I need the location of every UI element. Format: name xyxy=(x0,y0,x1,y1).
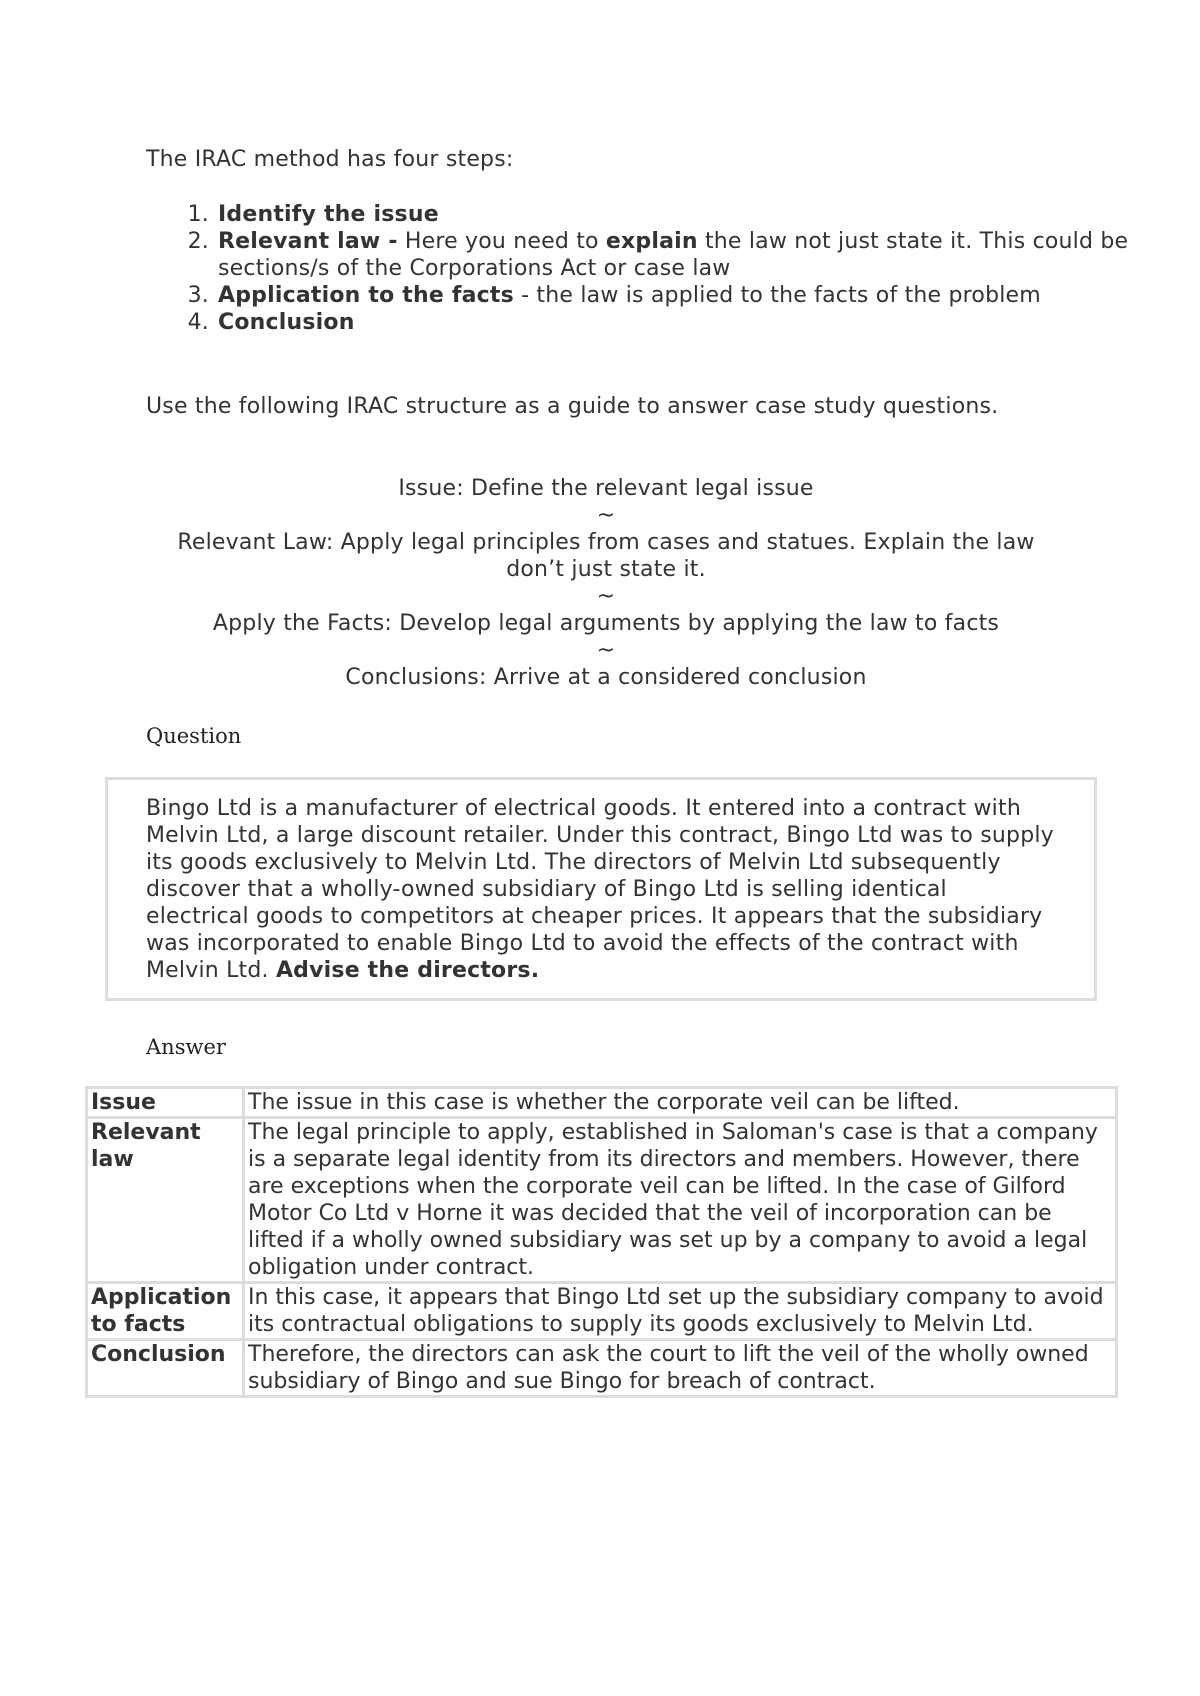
row-text: The issue in this case is whether the corporate veil can be lifted. xyxy=(244,1088,1117,1118)
question-instruction: Advise the directors. xyxy=(275,958,540,983)
table-row xyxy=(87,1088,1117,1118)
step-text: - the law is applied to the facts of the problem xyxy=(513,283,1041,308)
structure-separator: ~ xyxy=(596,638,616,663)
irac-structure xyxy=(146,475,1066,691)
step-title: Conclusion xyxy=(218,310,355,335)
table-row xyxy=(87,1118,1117,1283)
row-text: Therefore, the directors can ask the court to lift the veil of the wholly owned subsidiary of Bingo and sue Bingo for breach of contract. xyxy=(244,1340,1117,1397)
step-number: 2. xyxy=(187,229,209,254)
step-emphasis: explain xyxy=(605,229,698,254)
step-item xyxy=(187,228,1138,282)
guide-instruction: Use the following IRAC structure as a guide to answer case study questions. xyxy=(146,394,999,419)
row-text: In this case, it appears that Bingo Ltd set up the subsidiary company to avoid its contractual obligations to supply its goods exclusively to Melvin Ltd. xyxy=(244,1283,1117,1340)
intro-text: The IRAC method has four steps: xyxy=(146,147,514,172)
irac-steps-list xyxy=(146,201,1138,336)
question-body xyxy=(146,795,1056,984)
step-title: Identify the issue xyxy=(218,202,439,227)
step-text: Here you need to xyxy=(397,229,606,254)
table-row xyxy=(87,1340,1117,1397)
row-text: The legal principle to apply, established in Saloman's case is that a company is a separate legal identity from its directors and members. However, there are exceptions when the corporate veil can be lifted. In the case of Gilford Motor Co Ltd v Horne it was decided that the veil of incorporation can be lifted if a wholly owned subsidiary was set up by a company to avoid a legal obligation under contract. xyxy=(244,1118,1117,1283)
question-text: Bingo Ltd is a manufacturer of electrical goods. It entered into a contract with Melvin Ltd, a large discount retailer. Under this contract, Bingo Ltd was to supply its goods exclusively to Melvin Ltd. The directors of Melvin Ltd subsequently discover that a wholly-owned subsidiary of Bingo Ltd is selling identical electrical goods to competitors at cheaper prices. It appears that the subsidiary was incorporated to enable Bingo Ltd to avoid the effects of the contract with Melvin Ltd. xyxy=(146,796,1054,983)
step-text: the law not just state it. This could be sections/s of the Corporations Act or case law xyxy=(218,229,1129,281)
structure-conclusions: Conclusions: Arrive at a considered conclusion xyxy=(345,665,867,690)
structure-facts: Apply the Facts: Develop legal arguments by applying the law to facts xyxy=(212,611,1000,636)
row-label: Issue xyxy=(87,1088,244,1118)
structure-separator: ~ xyxy=(596,584,616,609)
step-title: Relevant law - xyxy=(218,229,398,254)
question-box xyxy=(105,777,1097,1001)
step-item xyxy=(187,309,1138,336)
step-number: 3. xyxy=(187,283,209,308)
row-label: Conclusion xyxy=(87,1340,244,1397)
structure-separator: ~ xyxy=(596,503,616,528)
answer-heading: Answer xyxy=(146,1035,226,1059)
step-number: 1. xyxy=(187,202,209,227)
row-label: Application to facts xyxy=(87,1283,244,1340)
step-title: Application to the facts xyxy=(218,283,514,308)
question-heading: Question xyxy=(146,724,242,748)
row-label: Relevant law xyxy=(87,1118,244,1283)
answer-table xyxy=(85,1086,1118,1398)
table-row xyxy=(87,1283,1117,1340)
structure-issue: Issue: Define the relevant legal issue xyxy=(398,476,814,501)
step-item xyxy=(187,201,1138,228)
step-item xyxy=(187,282,1138,309)
step-number: 4. xyxy=(187,310,209,335)
structure-law: Relevant Law: Apply legal principles from cases and statues. Explain the law don’t just state it. xyxy=(177,530,1035,582)
